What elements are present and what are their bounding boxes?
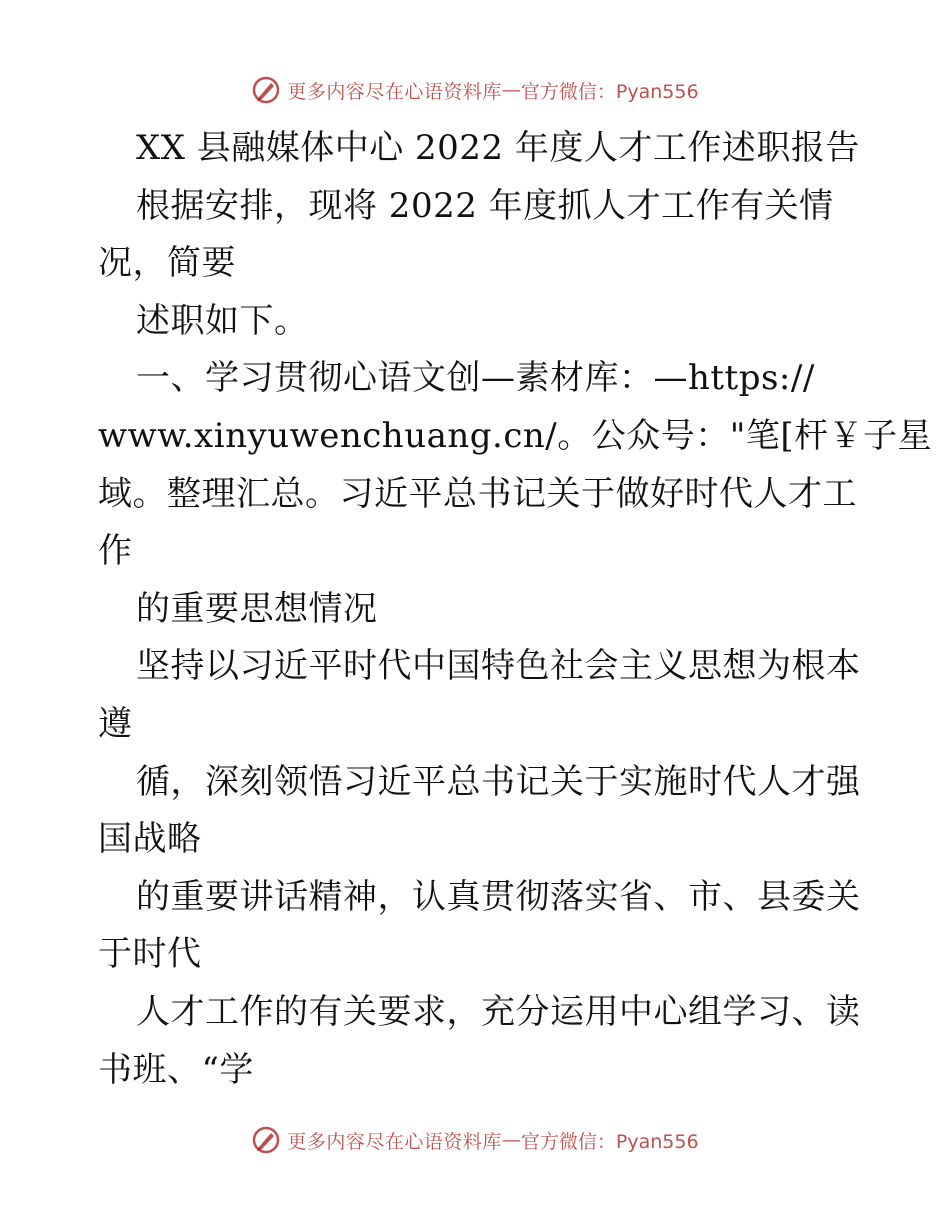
text-line: www.xinyuwenchuang.cn/。公众号："笔[杆￥子星: [98, 415, 933, 456]
banner-text: 更多内容尽在心语资料库: [287, 1130, 502, 1153]
text-line: 坚持以习近平时代中国特色社会主义思想为根本: [136, 646, 861, 687]
text-line: 况，简要: [98, 243, 236, 284]
document-title: XX 县融媒体中心 2022 年度人才工作述职报告: [136, 128, 860, 168]
text-line: 人才工作的有关要求，充分运用中心组学习、读: [136, 991, 861, 1032]
text-line: 述职如下。: [136, 300, 309, 341]
text-line: 作: [98, 531, 133, 572]
banner-dash: —: [501, 79, 521, 101]
text-line: 循，深刻领悟习近平总书记关于实施时代人才强: [136, 761, 861, 802]
pen-logo-icon: [251, 1125, 281, 1155]
text-line: 根据安排，现将 2022 年度抓人才工作有关情: [136, 185, 834, 226]
text-line: 书班、“学: [98, 1049, 254, 1090]
text-line: 国战略: [98, 819, 202, 860]
text-line: 遵: [98, 703, 133, 744]
document-body: [98, 120, 933, 1099]
text-line: 的重要思想情况: [136, 588, 378, 629]
text-line: 域。整理汇总。习近平总书记关于做好时代人才工: [98, 473, 857, 514]
banner-wechat: 官方微信：Pyan556: [520, 80, 699, 103]
text-line: 于时代: [98, 934, 202, 975]
banner-text: 更多内容尽在心语资料库: [287, 80, 502, 103]
text-line: 一、学习贯彻心语文创—素材库：—https://: [136, 358, 815, 399]
text-line: 的重要讲话精神，认真贯彻落实省、市、县委关: [136, 876, 861, 917]
banner-wechat: 官方微信：Pyan556: [520, 1130, 699, 1153]
banner-dash: —: [501, 1129, 521, 1151]
footer-watermark-banner: [0, 1120, 950, 1160]
header-watermark-banner: [0, 70, 950, 110]
pen-logo-icon: [251, 75, 281, 105]
